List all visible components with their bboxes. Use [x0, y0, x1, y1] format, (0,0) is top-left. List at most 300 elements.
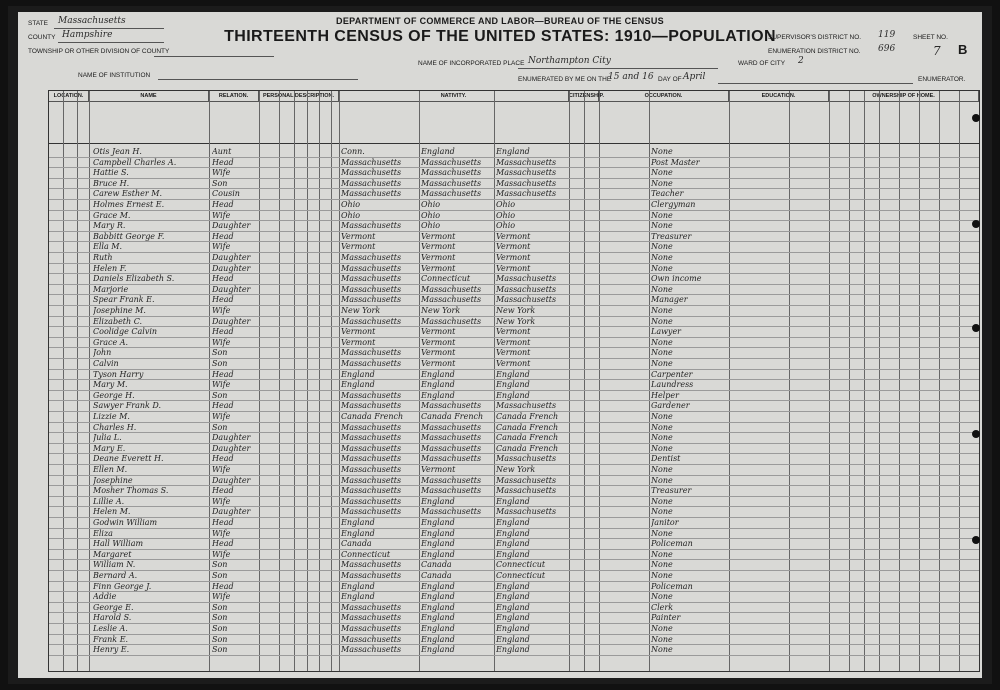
- cell-father: Massachusetts: [421, 284, 482, 294]
- cell-occupation: None: [651, 560, 673, 570]
- cell-occupation: Treasurer: [651, 231, 692, 241]
- cell-name: Hattie S.: [93, 168, 129, 178]
- cell-mother: Massachusetts: [496, 178, 557, 188]
- cell-mother: Massachusetts: [496, 454, 557, 464]
- cell-birth: Vermont: [341, 337, 376, 347]
- cell-occupation: None: [651, 337, 673, 347]
- cell-father: Massachusetts: [421, 189, 482, 199]
- cell-name: Leslie A.: [93, 624, 128, 633]
- cell-father: Massachusetts: [421, 475, 482, 485]
- cell-relation: Wife: [212, 242, 231, 252]
- cell-birth: Massachusetts: [341, 443, 402, 453]
- cell-relation: Wife: [212, 412, 231, 421]
- cell-name: Tyson Harry: [93, 369, 144, 379]
- cell-mother: Vermont: [496, 348, 531, 358]
- cell-birth: Vermont: [341, 242, 376, 252]
- cell-father: Massachusetts: [421, 433, 482, 443]
- cell-father: England: [421, 528, 455, 538]
- cell-father: Ohio: [421, 210, 441, 220]
- cell-father: England: [421, 380, 455, 390]
- cell-occupation: None: [651, 178, 673, 188]
- cell-mother: Vermont: [496, 231, 531, 241]
- cell-birth: Massachusetts: [341, 634, 402, 644]
- cell-name: Grace A.: [93, 337, 129, 347]
- cell-father: Ohio: [421, 221, 441, 231]
- cell-birth: Massachusetts: [341, 401, 402, 411]
- cell-relation: Son: [212, 560, 228, 570]
- cell-name: Grace M.: [93, 210, 131, 220]
- cell-relation: Son: [212, 422, 228, 432]
- cell-occupation: None: [651, 507, 673, 517]
- cell-relation: Son: [212, 571, 228, 580]
- cell-father: England: [421, 613, 455, 623]
- cell-relation: Wife: [212, 337, 231, 347]
- cell-name: Helen F.: [93, 263, 127, 273]
- cell-father: Vermont: [421, 465, 456, 474]
- cell-relation: Son: [212, 634, 228, 644]
- cell-name: Josephine: [93, 475, 133, 485]
- cell-relation: Son: [212, 348, 228, 358]
- cell-mother: England: [496, 581, 530, 591]
- cell-occupation: None: [651, 571, 673, 580]
- cell-mother: England: [496, 390, 530, 400]
- cell-name: Lillie A.: [93, 496, 125, 506]
- county-label: COUNTY: [28, 34, 56, 41]
- supervisor-value: 119: [878, 30, 896, 40]
- cell-mother: New York: [496, 306, 536, 315]
- cell-father: Vermont: [421, 348, 456, 358]
- cell-mother: Massachusetts: [496, 284, 557, 294]
- cell-mother: England: [496, 147, 530, 156]
- incorporated-value: Northampton City: [528, 56, 611, 66]
- cell-birth: Ohio: [341, 210, 361, 220]
- cell-mother: Vermont: [496, 327, 531, 337]
- cell-relation: Head: [212, 518, 234, 527]
- cell-occupation: None: [651, 496, 673, 506]
- column-group-header: LOCATION.: [49, 91, 89, 102]
- cell-father: Massachusetts: [421, 486, 482, 496]
- column-group-header: NATIVITY.: [339, 91, 569, 102]
- binder-hole: [972, 220, 980, 228]
- state-line: [54, 28, 164, 29]
- cell-birth: England: [341, 380, 375, 390]
- cell-name: Mary R.: [93, 221, 126, 231]
- cell-birth: Vermont: [341, 231, 376, 241]
- cell-occupation: None: [651, 242, 673, 252]
- cell-name: Marjorie: [93, 284, 129, 294]
- cell-birth: Connecticut: [341, 549, 391, 559]
- cell-name: Harold S.: [93, 613, 132, 623]
- cell-birth: Canada French: [341, 412, 404, 421]
- cell-relation: Daughter: [212, 433, 251, 443]
- cell-occupation: None: [651, 253, 673, 262]
- cell-name: Addie: [93, 592, 117, 602]
- cell-occupation: None: [651, 221, 673, 231]
- cell-relation: Son: [212, 645, 228, 655]
- cell-father: Massachusetts: [421, 295, 482, 305]
- cell-occupation: Policeman: [651, 581, 693, 591]
- cell-relation: Aunt: [212, 147, 232, 156]
- cell-mother: Massachusetts: [496, 401, 557, 411]
- cell-father: Massachusetts: [421, 422, 482, 432]
- cell-father: Massachusetts: [421, 454, 482, 464]
- cell-birth: Conn.: [341, 147, 365, 156]
- cell-mother: Massachusetts: [496, 475, 557, 485]
- cell-relation: Wife: [212, 528, 231, 538]
- cell-name: Charles H.: [93, 422, 137, 432]
- cell-occupation: None: [651, 624, 673, 633]
- cell-occupation: None: [651, 168, 673, 178]
- cell-relation: Head: [212, 539, 234, 549]
- sheet-side: B: [958, 42, 968, 57]
- cell-relation: Head: [212, 200, 234, 209]
- cell-name: Babbitt George F.: [93, 231, 165, 241]
- cell-father: Massachusetts: [421, 178, 482, 188]
- cell-mother: England: [496, 645, 530, 655]
- cell-occupation: Carpenter: [651, 369, 693, 379]
- cell-birth: Massachusetts: [341, 422, 402, 432]
- cell-occupation: Teacher: [651, 189, 684, 199]
- cell-name: Campbell Charles A.: [93, 157, 177, 167]
- cell-father: Vermont: [421, 327, 456, 337]
- cell-name: Henry E.: [93, 645, 130, 655]
- cell-father: Vermont: [421, 263, 456, 273]
- cell-name: Frank E.: [93, 634, 129, 644]
- cell-relation: Wife: [212, 465, 231, 474]
- cell-father: England: [421, 592, 455, 602]
- cell-name: George E.: [93, 602, 134, 612]
- cell-father: England: [421, 549, 455, 559]
- cell-birth: New York: [341, 306, 381, 315]
- cell-name: Ella M.: [93, 242, 123, 252]
- cell-name: John: [93, 348, 112, 358]
- column-group-header: NAME: [89, 91, 209, 102]
- cell-mother: Vermont: [496, 359, 531, 368]
- cell-relation: Wife: [212, 306, 231, 315]
- enumerated-label: ENUMERATED BY ME ON THE: [518, 76, 612, 83]
- cell-father: England: [421, 624, 455, 633]
- cell-occupation: Lawyer: [651, 327, 682, 337]
- cell-relation: Daughter: [212, 263, 251, 273]
- township-line: [154, 56, 274, 57]
- institution-label: NAME OF INSTITUTION: [78, 72, 151, 79]
- cell-birth: Massachusetts: [341, 295, 402, 305]
- township-label: TOWNSHIP OR OTHER DIVISION OF COUNTY: [28, 48, 170, 55]
- cell-mother: New York: [496, 316, 536, 326]
- cell-relation: Daughter: [212, 221, 251, 231]
- cell-name: Holmes Ernest E.: [93, 200, 165, 209]
- cell-father: Massachusetts: [421, 157, 482, 167]
- month-value: April: [683, 72, 706, 82]
- supervisor-label: SUPERVISOR'S DISTRICT NO.: [768, 34, 862, 41]
- cell-occupation: None: [651, 634, 673, 644]
- cell-relation: Son: [212, 624, 228, 633]
- cell-father: Ohio: [421, 200, 441, 209]
- cell-name: Daniels Elizabeth S.: [93, 274, 175, 284]
- cell-birth: England: [341, 581, 375, 591]
- cell-occupation: None: [651, 465, 673, 474]
- cell-occupation: None: [651, 549, 673, 559]
- cell-occupation: None: [651, 359, 673, 368]
- cell-mother: Canada French: [496, 443, 559, 453]
- cell-name: Ruth: [93, 253, 113, 262]
- cell-mother: England: [496, 602, 530, 612]
- cell-mother: Massachusetts: [496, 168, 557, 178]
- cell-mother: Vermont: [496, 337, 531, 347]
- cell-occupation: None: [651, 433, 673, 443]
- cell-birth: Canada: [341, 539, 372, 549]
- incorporated-line: [518, 68, 718, 69]
- cell-birth: Massachusetts: [341, 178, 402, 188]
- column-group-header: CITIZENSHIP.: [569, 91, 599, 102]
- cell-name: Eliza: [93, 528, 113, 538]
- cell-birth: Massachusetts: [341, 496, 402, 506]
- census-title: THIRTEENTH CENSUS OF THE UNITED STATES: 1910—POPULATION: [224, 28, 776, 45]
- cell-relation: Daughter: [212, 507, 251, 517]
- cell-relation: Head: [212, 401, 234, 411]
- cell-mother: England: [496, 528, 530, 538]
- cell-mother: England: [496, 634, 530, 644]
- cell-occupation: None: [651, 645, 673, 655]
- cell-father: Vermont: [421, 359, 456, 368]
- cell-occupation: None: [651, 475, 673, 485]
- cell-mother: England: [496, 369, 530, 379]
- state-label: STATE: [28, 20, 48, 27]
- cell-mother: Canada French: [496, 412, 559, 421]
- cell-relation: Daughter: [212, 475, 251, 485]
- cell-father: Massachusetts: [421, 316, 482, 326]
- column-header: [49, 91, 979, 144]
- cell-relation: Head: [212, 454, 234, 464]
- institution-line: [158, 79, 358, 80]
- county-value: Hampshire: [62, 30, 113, 40]
- cell-father: Vermont: [421, 231, 456, 241]
- cell-birth: England: [341, 592, 375, 602]
- cell-birth: Massachusetts: [341, 390, 402, 400]
- cell-mother: Ohio: [496, 221, 516, 231]
- cell-relation: Wife: [212, 592, 231, 602]
- cell-occupation: Painter: [651, 613, 681, 623]
- binder-hole: [972, 114, 980, 122]
- cell-relation: Son: [212, 390, 228, 400]
- cell-name: Deane Everett H.: [93, 454, 164, 464]
- cell-birth: Massachusetts: [341, 189, 402, 199]
- cell-relation: Son: [212, 178, 228, 188]
- cell-mother: Ohio: [496, 210, 516, 220]
- cell-name: Josephine M.: [93, 306, 146, 315]
- column-group-header: OCCUPATION.: [599, 91, 729, 102]
- cell-birth: Massachusetts: [341, 475, 402, 485]
- cell-name: Carew Esther M.: [93, 189, 162, 199]
- enumerator-label: ENUMERATOR.: [918, 76, 966, 83]
- cell-relation: Daughter: [212, 284, 251, 294]
- cell-father: Vermont: [421, 337, 456, 347]
- column-group-header: EDUCATION.: [729, 91, 829, 102]
- cell-birth: England: [341, 369, 375, 379]
- cell-name: Godwin William: [93, 518, 158, 527]
- cell-occupation: None: [651, 210, 673, 220]
- sheet-label: SHEET NO.: [913, 34, 948, 41]
- column-group-header: RELATION.: [209, 91, 259, 102]
- cell-mother: Connecticut: [496, 560, 546, 570]
- cell-father: Canada: [421, 571, 452, 580]
- cell-father: Canada French: [421, 412, 484, 421]
- cell-birth: Massachusetts: [341, 560, 402, 570]
- cell-father: Massachusetts: [421, 443, 482, 453]
- cell-relation: Wife: [212, 168, 231, 178]
- cell-father: New York: [421, 306, 461, 315]
- cell-father: England: [421, 645, 455, 655]
- cell-father: England: [421, 518, 455, 527]
- cell-mother: Ohio: [496, 200, 516, 209]
- days-value: 15 and 16: [608, 72, 654, 82]
- cell-birth: England: [341, 528, 375, 538]
- cell-mother: New York: [496, 465, 536, 474]
- cell-mother: Canada French: [496, 422, 559, 432]
- cell-occupation: None: [651, 412, 673, 421]
- cell-name: Bernard A.: [93, 571, 138, 580]
- cell-mother: England: [496, 496, 530, 506]
- cell-relation: Head: [212, 231, 234, 241]
- cell-birth: Massachusetts: [341, 645, 402, 655]
- cell-father: England: [421, 390, 455, 400]
- cell-birth: Massachusetts: [341, 571, 402, 580]
- cell-name: George H.: [93, 390, 135, 400]
- cell-father: Massachusetts: [421, 507, 482, 517]
- cell-birth: Massachusetts: [341, 454, 402, 464]
- cell-father: Massachusetts: [421, 401, 482, 411]
- cell-birth: Massachusetts: [341, 274, 402, 284]
- cell-father: Canada: [421, 560, 452, 570]
- cell-birth: Massachusetts: [341, 316, 402, 326]
- cell-birth: Massachusetts: [341, 168, 402, 178]
- cell-mother: Connecticut: [496, 571, 546, 580]
- cell-relation: Wife: [212, 496, 231, 506]
- cell-father: England: [421, 369, 455, 379]
- ward-label: WARD OF CITY: [738, 60, 786, 67]
- cell-relation: Head: [212, 369, 234, 379]
- cell-relation: Head: [212, 295, 234, 305]
- cell-birth: Vermont: [341, 327, 376, 337]
- cell-name: Coolidge Calvin: [93, 327, 158, 337]
- cell-mother: Massachusetts: [496, 157, 557, 167]
- cell-father: England: [421, 634, 455, 644]
- film-frame: [8, 6, 992, 684]
- cell-mother: England: [496, 624, 530, 633]
- cell-name: Calvin: [93, 359, 119, 368]
- cell-birth: Massachusetts: [341, 465, 402, 474]
- cell-name: Helen M.: [93, 507, 131, 517]
- cell-mother: England: [496, 518, 530, 527]
- table-row: [49, 655, 979, 656]
- cell-occupation: Dentist: [651, 454, 681, 464]
- cell-occupation: Manager: [651, 295, 688, 305]
- ward-value: 2: [798, 56, 804, 66]
- cell-name: Finn George J.: [93, 581, 152, 591]
- column-group-header: PERSONAL DESCRIPTION.: [259, 91, 339, 102]
- cell-mother: England: [496, 613, 530, 623]
- cell-relation: Head: [212, 581, 234, 591]
- cell-occupation: None: [651, 592, 673, 602]
- census-table: [48, 90, 980, 672]
- cell-birth: Massachusetts: [341, 433, 402, 443]
- department-heading: DEPARTMENT OF COMMERCE AND LABOR—BUREAU OF THE CENSUS: [336, 16, 664, 26]
- cell-mother: England: [496, 549, 530, 559]
- cell-mother: England: [496, 539, 530, 549]
- cell-relation: Son: [212, 359, 228, 368]
- cell-mother: Massachusetts: [496, 507, 557, 517]
- cell-name: Spear Frank E.: [93, 295, 155, 305]
- cell-father: Connecticut: [421, 274, 471, 284]
- cell-occupation: Helper: [651, 390, 679, 400]
- sheet-value: 7: [933, 44, 941, 58]
- cell-relation: Wife: [212, 549, 231, 559]
- cell-occupation: Treasurer: [651, 486, 692, 496]
- cell-name: Hall William: [93, 539, 144, 549]
- cell-mother: England: [496, 380, 530, 390]
- cell-occupation: None: [651, 528, 673, 538]
- cell-mother: Canada French: [496, 433, 559, 443]
- cell-father: Massachusetts: [421, 168, 482, 178]
- cell-name: Margaret: [93, 549, 132, 559]
- cell-occupation: None: [651, 443, 673, 453]
- cell-birth: Massachusetts: [341, 359, 402, 368]
- binder-hole: [972, 536, 980, 544]
- cell-name: Mary M.: [93, 380, 128, 390]
- cell-relation: Daughter: [212, 253, 251, 262]
- cell-occupation: Gardener: [651, 401, 690, 411]
- cell-birth: Massachusetts: [341, 284, 402, 294]
- cell-name: Ellen M.: [93, 465, 128, 474]
- state-value: Massachusetts: [58, 16, 126, 26]
- cell-mother: Vermont: [496, 263, 531, 273]
- cell-birth: Massachusetts: [341, 507, 402, 517]
- cell-occupation: None: [651, 147, 673, 156]
- cell-name: Lizzie M.: [93, 412, 130, 421]
- cell-birth: Massachusetts: [341, 253, 402, 262]
- cell-birth: Massachusetts: [341, 602, 402, 612]
- cell-occupation: Janitor: [651, 518, 679, 527]
- cell-name: Bruce H.: [93, 178, 130, 188]
- cell-name: Julia L.: [93, 433, 122, 443]
- cell-relation: Wife: [212, 380, 231, 390]
- cell-relation: Daughter: [212, 443, 251, 453]
- column-group-header: OWNERSHIP OF HOME.: [829, 91, 979, 102]
- cell-occupation: None: [651, 422, 673, 432]
- cell-name: Sawyer Frank D.: [93, 401, 162, 411]
- cell-relation: Head: [212, 157, 234, 167]
- cell-relation: Head: [212, 327, 234, 337]
- cell-occupation: None: [651, 348, 673, 358]
- cell-relation: Wife: [212, 210, 231, 220]
- cell-mother: Massachusetts: [496, 295, 557, 305]
- cell-relation: Cousin: [212, 189, 240, 199]
- cell-mother: Massachusetts: [496, 486, 557, 496]
- cell-birth: England: [341, 518, 375, 527]
- binder-hole: [972, 430, 980, 438]
- cell-father: Vermont: [421, 253, 456, 262]
- cell-name: Elizabeth C.: [93, 316, 143, 326]
- cell-father: England: [421, 147, 455, 156]
- county-line: [58, 42, 164, 43]
- cell-birth: Massachusetts: [341, 348, 402, 358]
- cell-relation: Daughter: [212, 316, 251, 326]
- cell-mother: Vermont: [496, 242, 531, 252]
- cell-occupation: Clerk: [651, 602, 674, 612]
- cell-relation: Son: [212, 613, 228, 623]
- cell-father: England: [421, 496, 455, 506]
- cell-occupation: Clergyman: [651, 200, 696, 209]
